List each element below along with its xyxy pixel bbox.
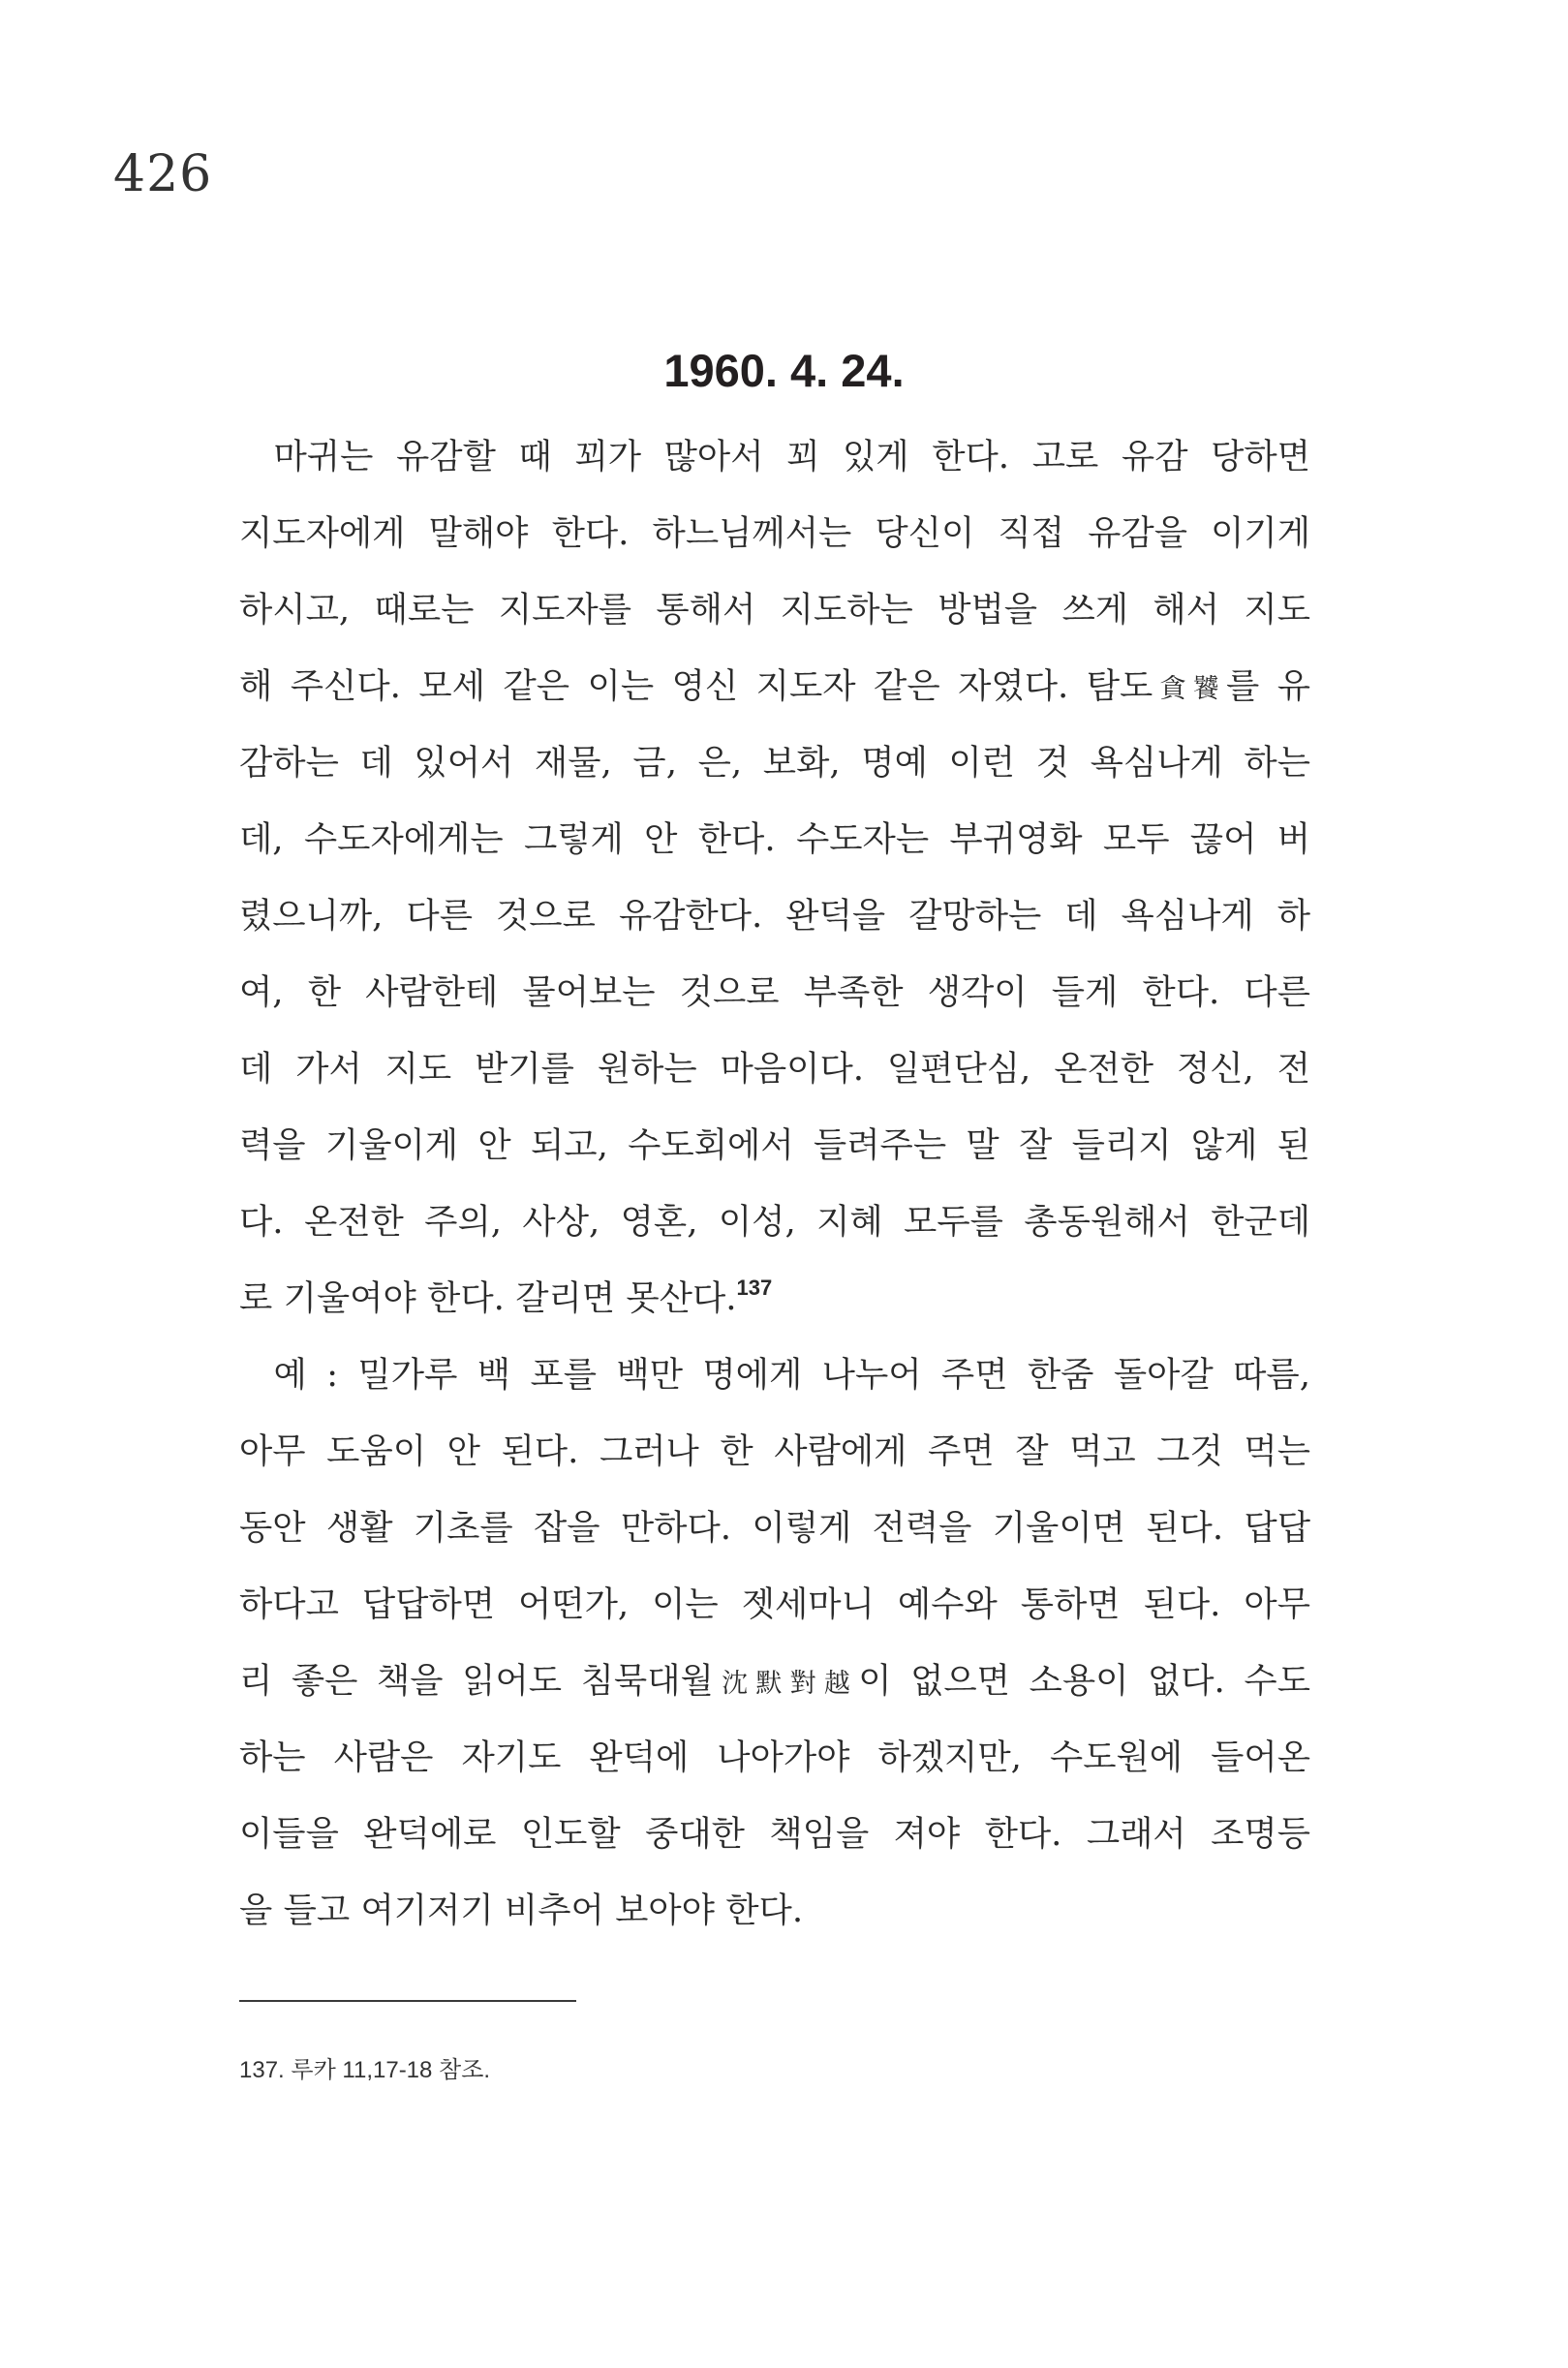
text-line: 하는 사람은 자기도 완덕에 나아가야 하겠지만, 수도원에 들어온 xyxy=(239,1738,1310,1777)
text-line: 력을 기울이게 안 되고, 수도회에서 들려주는 말 잘 들리지 않게 된 xyxy=(239,1125,1310,1165)
text-line: 데, 수도자에게는 그렇게 안 한다. 수도자는 부귀영화 모두 끊어 버 xyxy=(239,819,1310,859)
text-line: 렸으니까, 다른 것으로 유감한다. 완덕을 갈망하는 데 욕심나게 하 xyxy=(239,896,1310,936)
hanja-gloss: 貪饕 xyxy=(1153,674,1226,704)
entry-date-heading: 1960. 4. 24. xyxy=(663,345,905,396)
text-line: 하시고, 때로는 지도자를 통해서 지도하는 방법을 쓰게 해서 지도 xyxy=(239,590,1310,630)
paragraph-1 xyxy=(239,418,1310,1337)
text-line: 아무 도움이 안 된다. 그러나 한 사람에게 주면 잘 먹고 그것 먹는 xyxy=(239,1431,1310,1471)
text-line: 해 주신다. 모세 같은 이는 영신 지도자 같은 자였다. 탐도貪饕를 유 xyxy=(239,666,1311,706)
text-line: 이들을 완덕에로 인도할 중대한 책임을 져야 한다. 그래서 조명등 xyxy=(239,1814,1310,1854)
text-line: 동안 생활 기초를 잡을 만하다. 이렇게 전력을 기울이면 된다. 답답 xyxy=(239,1508,1310,1548)
text-line: 로 기울여야 한다. 갈리면 못산다.$^{137}$ xyxy=(239,1276,773,1318)
footnote-reference: 137 xyxy=(736,1276,773,1300)
text-line: 하다고 답답하면 어떤가, 이는 젯세마니 예수와 통하면 된다. 아무 xyxy=(239,1584,1310,1624)
hanja-gloss: 沈默對越 xyxy=(713,1669,859,1699)
text-line: 마귀는 유감할 때 꾀가 많아서 꾀 있게 한다. 고로 유감 당하면 xyxy=(273,437,1310,477)
text-line: 다. 온전한 주의, 사상, 영혼, 이성, 지혜 모두를 총동원해서 한군데 xyxy=(239,1202,1310,1242)
text-line: 지도자에게 말해야 한다. 하느님께서는 당신이 직접 유감을 이기게 xyxy=(239,513,1310,553)
footnote-text: 137. 루카 11,17-18 참조. xyxy=(239,2057,491,2083)
text-line: 리 좋은 책을 읽어도 침묵대월沈默對越이 없으면 소용이 없다. 수도 xyxy=(239,1661,1310,1701)
text-line: 여, 한 사람한테 물어보는 것으로 부족한 생각이 들게 한다. 다른 xyxy=(239,972,1310,1012)
page-number: 426 xyxy=(113,145,213,203)
footnote-divider xyxy=(239,2000,576,2002)
text-line: 감하는 데 있어서 재물, 금, 은, 보화, 명예 이런 것 욕심나게 하는 xyxy=(239,743,1310,783)
text-line: 을 들고 여기저기 비추어 보아야 한다. xyxy=(239,1891,804,1930)
paragraph-2 xyxy=(239,1337,1310,1949)
text-line: 예 : 밀가루 백 포를 백만 명에게 나누어 주면 한줌 돌아갈 따름, xyxy=(273,1355,1310,1395)
body-text xyxy=(239,418,1310,1949)
text-line: 데 가서 지도 받기를 원하는 마음이다. 일편단심, 온전한 정신, 전 xyxy=(239,1049,1310,1089)
